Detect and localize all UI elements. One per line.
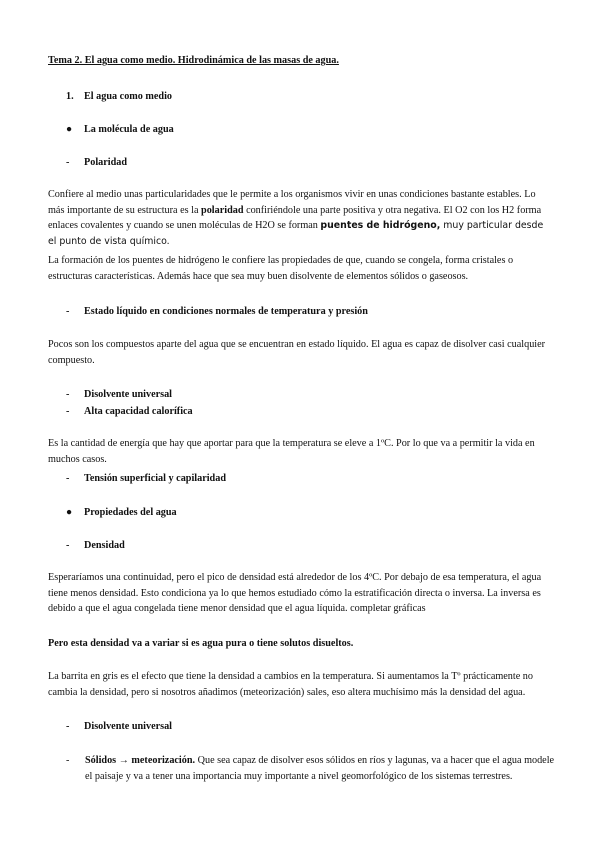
dash-marker: - (66, 473, 70, 484)
heading-estado-liquido (66, 304, 368, 320)
dash-marker: - (66, 721, 70, 732)
heading-label: Densidad (84, 540, 125, 551)
paragraph-solidos-meteorizacion (85, 753, 555, 784)
bullet-icon: ● (66, 124, 73, 135)
heading-label: El agua como medio (84, 91, 173, 102)
text-run: Confiere al medio unas particularidades que le permite a los organismos vivir en unas condiciones bastante estables. Lo más importante de su estructura es la (48, 189, 536, 216)
heading-densidad (66, 538, 125, 554)
bold-term-polaridad: polaridad (201, 204, 244, 216)
text-run: muy particular desde el punto de vista químico. (48, 220, 544, 247)
text-run: Que sea capaz de disolver esos sólidos en ríos y lagunas, va a hacer que el agua modele el paisaje y va a tener una importancia muy importante a nivel geomorfológico de los sistemas terrestres. (85, 755, 555, 782)
dash-marker: - (66, 306, 70, 317)
heading-el-agua-como-medio (66, 89, 172, 105)
heading-label: Disolvente universal (84, 721, 173, 732)
dash-marker: - (66, 157, 70, 168)
list-number: 1. (66, 91, 74, 102)
heading-label: Propiedades del agua (84, 507, 177, 518)
dash-marker: - (66, 406, 70, 417)
heading-label: Tensión superficial y capilaridad (84, 473, 226, 484)
heading-disolvente-universal-2 (66, 719, 172, 735)
heading-label: La molécula de agua (84, 124, 174, 135)
heading-disolvente-universal (66, 387, 172, 403)
paragraph-puentes-hidrogeno: La formación de los puentes de hidrógeno le confiere las propiedades de que, cuando se congela, forma cristales o estructuras características. Además hace que sea muy buen disolvente de elementos sólidos o gaseosos. (48, 255, 514, 282)
heading-label: Alta capacidad calorífica (84, 406, 193, 417)
dash-marker: - (66, 755, 70, 766)
heading-polaridad (66, 155, 127, 171)
heading-label: Polaridad (84, 157, 128, 168)
paragraph-polaridad (48, 187, 554, 249)
paragraph-capacidad-calorifica: Es la cantidad de energía que hay que aportar para que la temperatura se eleve a 1ºC. Por lo que va a permitir la vida en muchos casos. (48, 438, 535, 465)
heading-molecula-de-agua (66, 122, 174, 138)
heading-capacidad-calorifica (66, 404, 193, 420)
heading-label: Estado líquido en condiciones normales de temperatura y presión (84, 306, 368, 317)
heading-label: Disolvente universal (84, 389, 173, 400)
bullet-icon: ● (66, 507, 73, 518)
dash-marker: - (66, 389, 70, 400)
heading-tension-superficial (66, 471, 226, 487)
paragraph-barrita-gris: La barrita en gris es el efecto que tiene la densidad a cambios en la temperatura. Si aumentamos la Tº prácticamente no cambia la densidad, pero si nosotros añadimos (meteorización) sales, eso altera muchísimo más la densidad del agua. (48, 671, 533, 698)
paragraph-solutos-bold: Pero esta densidad va a variar si es agua pura o tiene solutos disueltos. (48, 638, 354, 649)
paragraph-estado-liquido: Pocos son los compuestos aparte del agua que se encuentran en estado líquido. El agua es capaz de disolver casi cualquier compuesto. (48, 339, 546, 366)
paragraph-densidad: Esperaríamos una continuidad, pero el pico de densidad está alrededor de los 4ºC. Por debajo de esa temperatura, el agua tiene menos densidad. Esto condiciona ya lo que hemos estudiado cómo la estratificación directa o inversa. La inversa es debido a que el agua congelada tiene menor densidad que el agua líquida. completar gráficas (48, 572, 542, 614)
text-run: confiriéndole una parte positiva y otra negativa. El O2 con los H2 forma enlaces covalentes y cuando se unen moléculas de H2O se forman (48, 204, 542, 231)
bold-term-solidos: Sólidos → meteorización. (85, 755, 196, 766)
heading-propiedades-del-agua (66, 505, 177, 521)
bold-term-puentes: puentes de hidrógeno, (320, 220, 441, 231)
dash-marker: - (66, 540, 70, 551)
page-title: Tema 2. El agua como medio. Hidrodinámica de las masas de agua. (48, 55, 339, 66)
